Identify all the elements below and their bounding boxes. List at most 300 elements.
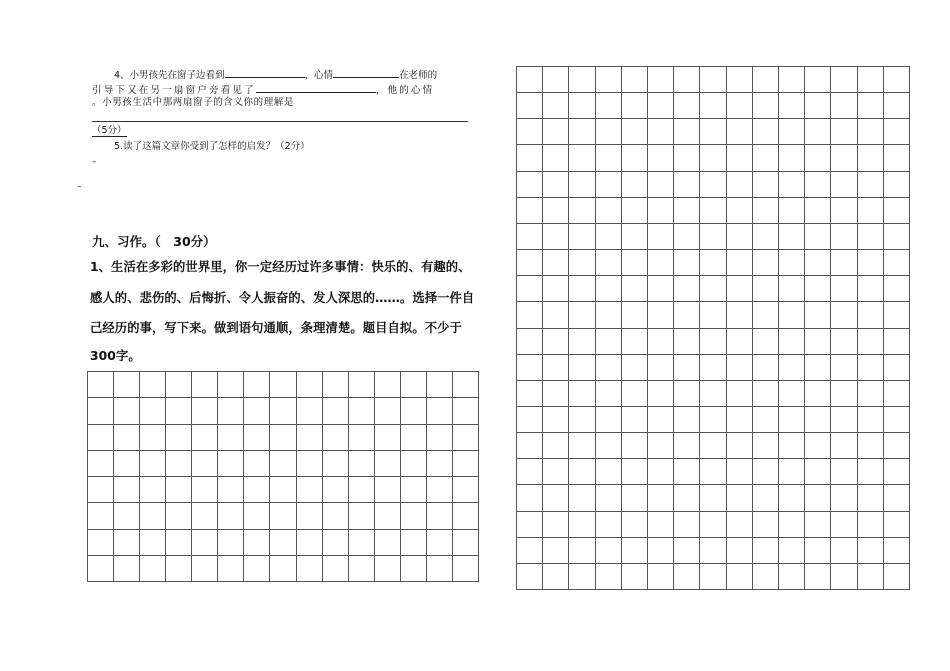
grid-cell	[647, 223, 674, 250]
grid-cell	[621, 354, 648, 381]
grid-cell	[726, 197, 753, 224]
grid-cell	[699, 118, 726, 145]
grid-cell	[778, 223, 805, 250]
grid-cell	[516, 511, 543, 538]
grid-cell	[673, 171, 700, 198]
grid-cell	[322, 424, 349, 451]
grid-cell	[699, 537, 726, 564]
grid-cell	[621, 249, 648, 276]
grid-cell	[217, 555, 244, 582]
grid-cell	[374, 529, 401, 556]
grid-cell	[621, 197, 648, 224]
section-title: 九、习作。（ 30分）	[92, 234, 216, 249]
grid-cell	[322, 502, 349, 529]
grid-cell	[647, 563, 674, 590]
grid-cell	[400, 555, 427, 582]
grid-cell	[726, 301, 753, 328]
grid-cell	[752, 511, 779, 538]
grid-cell	[542, 511, 569, 538]
grid-cell	[830, 197, 857, 224]
grid-cell	[699, 328, 726, 355]
grid-cell	[752, 301, 779, 328]
grid-cell	[568, 563, 595, 590]
grid-cell	[804, 511, 831, 538]
grid-cell	[139, 450, 166, 477]
grid-cell	[374, 476, 401, 503]
grid-cell	[191, 424, 218, 451]
grid-cell	[621, 484, 648, 511]
grid-cell	[673, 197, 700, 224]
grid-cell	[699, 432, 726, 459]
grid-cell	[699, 458, 726, 485]
grid-cell	[752, 537, 779, 564]
grid-cell	[621, 328, 648, 355]
grid-cell	[778, 118, 805, 145]
grid-cell	[400, 529, 427, 556]
stray-dash-1: –	[92, 157, 97, 167]
grid-cell	[595, 563, 622, 590]
grid-cell	[647, 66, 674, 93]
grid-cell	[647, 144, 674, 171]
grid-cell	[568, 354, 595, 381]
grid-cell	[804, 92, 831, 119]
grid-cell	[542, 537, 569, 564]
grid-cell	[804, 223, 831, 250]
writing-grid-right	[516, 66, 910, 590]
grid-cell	[452, 397, 479, 424]
grid-cell	[699, 380, 726, 407]
grid-cell	[348, 502, 375, 529]
grid-cell	[673, 406, 700, 433]
grid-cell	[804, 406, 831, 433]
grid-cell	[426, 371, 453, 398]
grid-cell	[568, 301, 595, 328]
grid-cell	[568, 537, 595, 564]
grid-cell	[595, 406, 622, 433]
grid-cell	[243, 476, 270, 503]
grid-cell	[516, 563, 543, 590]
q4-text-b: ，心情	[304, 70, 334, 81]
grid-cell	[752, 563, 779, 590]
grid-cell	[595, 484, 622, 511]
grid-cell	[542, 118, 569, 145]
grid-cell	[426, 502, 453, 529]
grid-cell	[400, 397, 427, 424]
grid-cell	[165, 424, 192, 451]
grid-cell	[568, 118, 595, 145]
grid-cell	[778, 197, 805, 224]
grid-cell	[621, 66, 648, 93]
grid-cell	[516, 380, 543, 407]
grid-cell	[778, 563, 805, 590]
grid-cell	[726, 118, 753, 145]
grid-cell	[647, 458, 674, 485]
grid-cell	[595, 171, 622, 198]
grid-cell	[269, 424, 296, 451]
grid-cell	[165, 555, 192, 582]
answer-line	[92, 121, 468, 122]
grid-cell	[673, 249, 700, 276]
grid-cell	[883, 380, 910, 407]
grid-cell	[830, 484, 857, 511]
grid-cell	[857, 458, 884, 485]
grid-cell	[752, 406, 779, 433]
writing-grid-left	[87, 371, 479, 582]
grid-cell	[647, 511, 674, 538]
grid-cell	[400, 450, 427, 477]
grid-cell	[516, 458, 543, 485]
grid-cell	[542, 92, 569, 119]
grid-cell	[699, 484, 726, 511]
grid-cell	[752, 223, 779, 250]
grid-cell	[830, 249, 857, 276]
grid-cell	[778, 275, 805, 302]
grid-cell	[374, 555, 401, 582]
grid-cell	[191, 529, 218, 556]
grid-cell	[621, 537, 648, 564]
grid-cell	[217, 502, 244, 529]
grid-cell	[778, 484, 805, 511]
grid-cell	[752, 118, 779, 145]
grid-cell	[348, 529, 375, 556]
grid-cell	[726, 92, 753, 119]
grid-cell	[621, 171, 648, 198]
grid-cell	[595, 432, 622, 459]
grid-cell	[857, 223, 884, 250]
grid-cell	[883, 406, 910, 433]
grid-cell	[400, 502, 427, 529]
grid-cell	[269, 476, 296, 503]
grid-cell	[374, 424, 401, 451]
grid-cell	[857, 406, 884, 433]
grid-cell	[113, 502, 140, 529]
grid-cell	[726, 563, 753, 590]
grid-cell	[883, 223, 910, 250]
grid-cell	[516, 92, 543, 119]
grid-cell	[778, 432, 805, 459]
grid-cell	[542, 432, 569, 459]
grid-cell	[595, 380, 622, 407]
grid-cell	[883, 354, 910, 381]
grid-cell	[857, 92, 884, 119]
grid-cell	[778, 92, 805, 119]
grid-cell	[883, 328, 910, 355]
grid-cell	[830, 511, 857, 538]
grid-cell	[830, 301, 857, 328]
grid-cell	[804, 118, 831, 145]
grid-cell	[726, 223, 753, 250]
grid-cell	[857, 484, 884, 511]
grid-cell	[673, 328, 700, 355]
grid-cell	[699, 354, 726, 381]
grid-cell	[778, 458, 805, 485]
grid-cell	[165, 476, 192, 503]
grid-cell	[400, 424, 427, 451]
grid-cell	[113, 397, 140, 424]
grid-cell	[191, 450, 218, 477]
grid-cell	[778, 537, 805, 564]
grid-cell	[243, 502, 270, 529]
grid-cell	[883, 563, 910, 590]
grid-cell	[217, 450, 244, 477]
grid-cell	[296, 450, 323, 477]
grid-cell	[804, 171, 831, 198]
grid-cell	[699, 144, 726, 171]
grid-cell	[269, 450, 296, 477]
grid-cell	[621, 118, 648, 145]
grid-cell	[752, 432, 779, 459]
grid-cell	[830, 171, 857, 198]
grid-cell	[87, 476, 114, 503]
grid-cell	[426, 555, 453, 582]
grid-cell	[883, 275, 910, 302]
grid-cell	[726, 249, 753, 276]
grid-cell	[269, 529, 296, 556]
grid-cell	[883, 458, 910, 485]
grid-cell	[87, 555, 114, 582]
grid-cell	[400, 476, 427, 503]
grid-cell	[647, 484, 674, 511]
question-4-score	[92, 124, 468, 138]
grid-cell	[165, 529, 192, 556]
grid-cell	[804, 484, 831, 511]
grid-cell	[804, 328, 831, 355]
grid-cell	[452, 529, 479, 556]
grid-cell	[139, 397, 166, 424]
grid-cell	[778, 171, 805, 198]
grid-cell	[374, 397, 401, 424]
grid-cell	[883, 118, 910, 145]
grid-cell	[647, 432, 674, 459]
grid-cell	[699, 171, 726, 198]
grid-cell	[857, 511, 884, 538]
grid-cell	[778, 66, 805, 93]
q4-blank-2	[333, 67, 399, 78]
grid-cell	[452, 555, 479, 582]
grid-cell	[452, 371, 479, 398]
grid-cell	[426, 450, 453, 477]
grid-cell	[516, 66, 543, 93]
grid-cell	[699, 223, 726, 250]
grid-cell	[647, 171, 674, 198]
grid-cell	[113, 450, 140, 477]
grid-cell	[752, 380, 779, 407]
grid-cell	[374, 502, 401, 529]
grid-cell	[87, 502, 114, 529]
prompt-line-3: 己经历的事，写下来。做到语句通顺，条理清楚。题目自拟。不少于	[90, 321, 462, 335]
grid-cell	[830, 144, 857, 171]
grid-cell	[516, 171, 543, 198]
grid-cell	[139, 502, 166, 529]
grid-cell	[726, 511, 753, 538]
grid-cell	[647, 92, 674, 119]
grid-cell	[883, 249, 910, 276]
grid-cell	[830, 354, 857, 381]
grid-cell	[542, 66, 569, 93]
grid-cell	[830, 406, 857, 433]
grid-cell	[830, 223, 857, 250]
grid-cell	[296, 555, 323, 582]
grid-cell	[568, 328, 595, 355]
grid-cell	[699, 275, 726, 302]
grid-cell	[87, 424, 114, 451]
grid-cell	[191, 555, 218, 582]
grid-cell	[778, 144, 805, 171]
grid-cell	[621, 458, 648, 485]
grid-cell	[542, 144, 569, 171]
grid-cell	[542, 380, 569, 407]
grid-cell	[699, 301, 726, 328]
grid-cell	[269, 371, 296, 398]
grid-cell	[542, 223, 569, 250]
grid-cell	[830, 537, 857, 564]
grid-cell	[595, 458, 622, 485]
grid-cell	[726, 380, 753, 407]
grid-cell	[348, 476, 375, 503]
grid-cell	[296, 502, 323, 529]
grid-cell	[516, 144, 543, 171]
grid-cell	[883, 484, 910, 511]
grid-cell	[673, 92, 700, 119]
grid-cell	[243, 555, 270, 582]
grid-cell	[804, 66, 831, 93]
grid-cell	[647, 380, 674, 407]
grid-cell	[516, 301, 543, 328]
grid-cell	[830, 432, 857, 459]
grid-cell	[191, 476, 218, 503]
grid-cell	[699, 563, 726, 590]
prompt-line-2: 感人的、悲伤的、后悔折、令人振奋的、发人深思的……。选择一件自	[90, 291, 475, 305]
grid-cell	[673, 432, 700, 459]
grid-cell	[243, 424, 270, 451]
grid-cell	[374, 450, 401, 477]
grid-cell	[139, 424, 166, 451]
grid-cell	[139, 371, 166, 398]
grid-cell	[113, 555, 140, 582]
grid-cell	[516, 275, 543, 302]
grid-cell	[647, 197, 674, 224]
grid-cell	[673, 354, 700, 381]
grid-cell	[752, 275, 779, 302]
grid-cell	[830, 275, 857, 302]
grid-cell	[542, 197, 569, 224]
grid-cell	[296, 476, 323, 503]
grid-cell	[113, 371, 140, 398]
grid-cell	[778, 511, 805, 538]
grid-cell	[452, 450, 479, 477]
grid-cell	[857, 328, 884, 355]
grid-cell	[568, 249, 595, 276]
grid-cell	[621, 223, 648, 250]
grid-cell	[804, 380, 831, 407]
grid-cell	[621, 92, 648, 119]
grid-cell	[568, 223, 595, 250]
grid-cell	[568, 406, 595, 433]
grid-cell	[673, 484, 700, 511]
grid-cell	[830, 92, 857, 119]
grid-cell	[752, 354, 779, 381]
grid-cell	[778, 380, 805, 407]
grid-cell	[699, 66, 726, 93]
grid-cell	[804, 144, 831, 171]
grid-cell	[752, 484, 779, 511]
q4-text-c: 在老师的	[399, 70, 438, 81]
grid-cell	[857, 380, 884, 407]
grid-cell	[883, 197, 910, 224]
grid-cell	[165, 450, 192, 477]
grid-cell	[647, 301, 674, 328]
grid-cell	[752, 328, 779, 355]
grid-cell	[857, 66, 884, 93]
grid-cell	[595, 249, 622, 276]
grid-cell	[322, 450, 349, 477]
grid-cell	[322, 529, 349, 556]
grid-cell	[568, 275, 595, 302]
grid-cell	[542, 354, 569, 381]
grid-cell	[568, 380, 595, 407]
grid-cell	[883, 432, 910, 459]
grid-cell	[752, 66, 779, 93]
grid-cell	[452, 424, 479, 451]
grid-cell	[374, 371, 401, 398]
grid-cell	[568, 484, 595, 511]
grid-cell	[217, 424, 244, 451]
grid-cell	[595, 354, 622, 381]
grid-cell	[726, 275, 753, 302]
grid-cell	[883, 171, 910, 198]
grid-cell	[621, 511, 648, 538]
grid-cell	[217, 371, 244, 398]
grid-cell	[726, 66, 753, 93]
grid-cell	[647, 328, 674, 355]
grid-cell	[568, 511, 595, 538]
grid-cell	[830, 380, 857, 407]
grid-cell	[726, 354, 753, 381]
grid-cell	[296, 424, 323, 451]
grid-cell	[778, 249, 805, 276]
question-5: 5.读了这篇文章你受到了怎样的启发？（2分）	[114, 141, 310, 152]
grid-cell	[830, 563, 857, 590]
grid-cell	[516, 432, 543, 459]
grid-cell	[516, 118, 543, 145]
grid-cell	[752, 92, 779, 119]
grid-cell	[516, 354, 543, 381]
grid-cell	[426, 529, 453, 556]
grid-cell	[542, 563, 569, 590]
grid-cell	[778, 328, 805, 355]
grid-cell	[165, 397, 192, 424]
grid-cell	[322, 397, 349, 424]
stray-dash-2: –	[77, 182, 82, 192]
grid-cell	[595, 118, 622, 145]
grid-cell	[595, 223, 622, 250]
grid-cell	[426, 397, 453, 424]
grid-cell	[726, 432, 753, 459]
grid-cell	[673, 380, 700, 407]
grid-cell	[883, 301, 910, 328]
grid-cell	[452, 476, 479, 503]
grid-cell	[804, 249, 831, 276]
grid-cell	[778, 406, 805, 433]
grid-cell	[857, 171, 884, 198]
grid-cell	[516, 537, 543, 564]
grid-cell	[647, 537, 674, 564]
grid-cell	[595, 328, 622, 355]
grid-cell	[699, 406, 726, 433]
grid-cell	[296, 529, 323, 556]
grid-cell	[113, 476, 140, 503]
grid-cell	[699, 249, 726, 276]
